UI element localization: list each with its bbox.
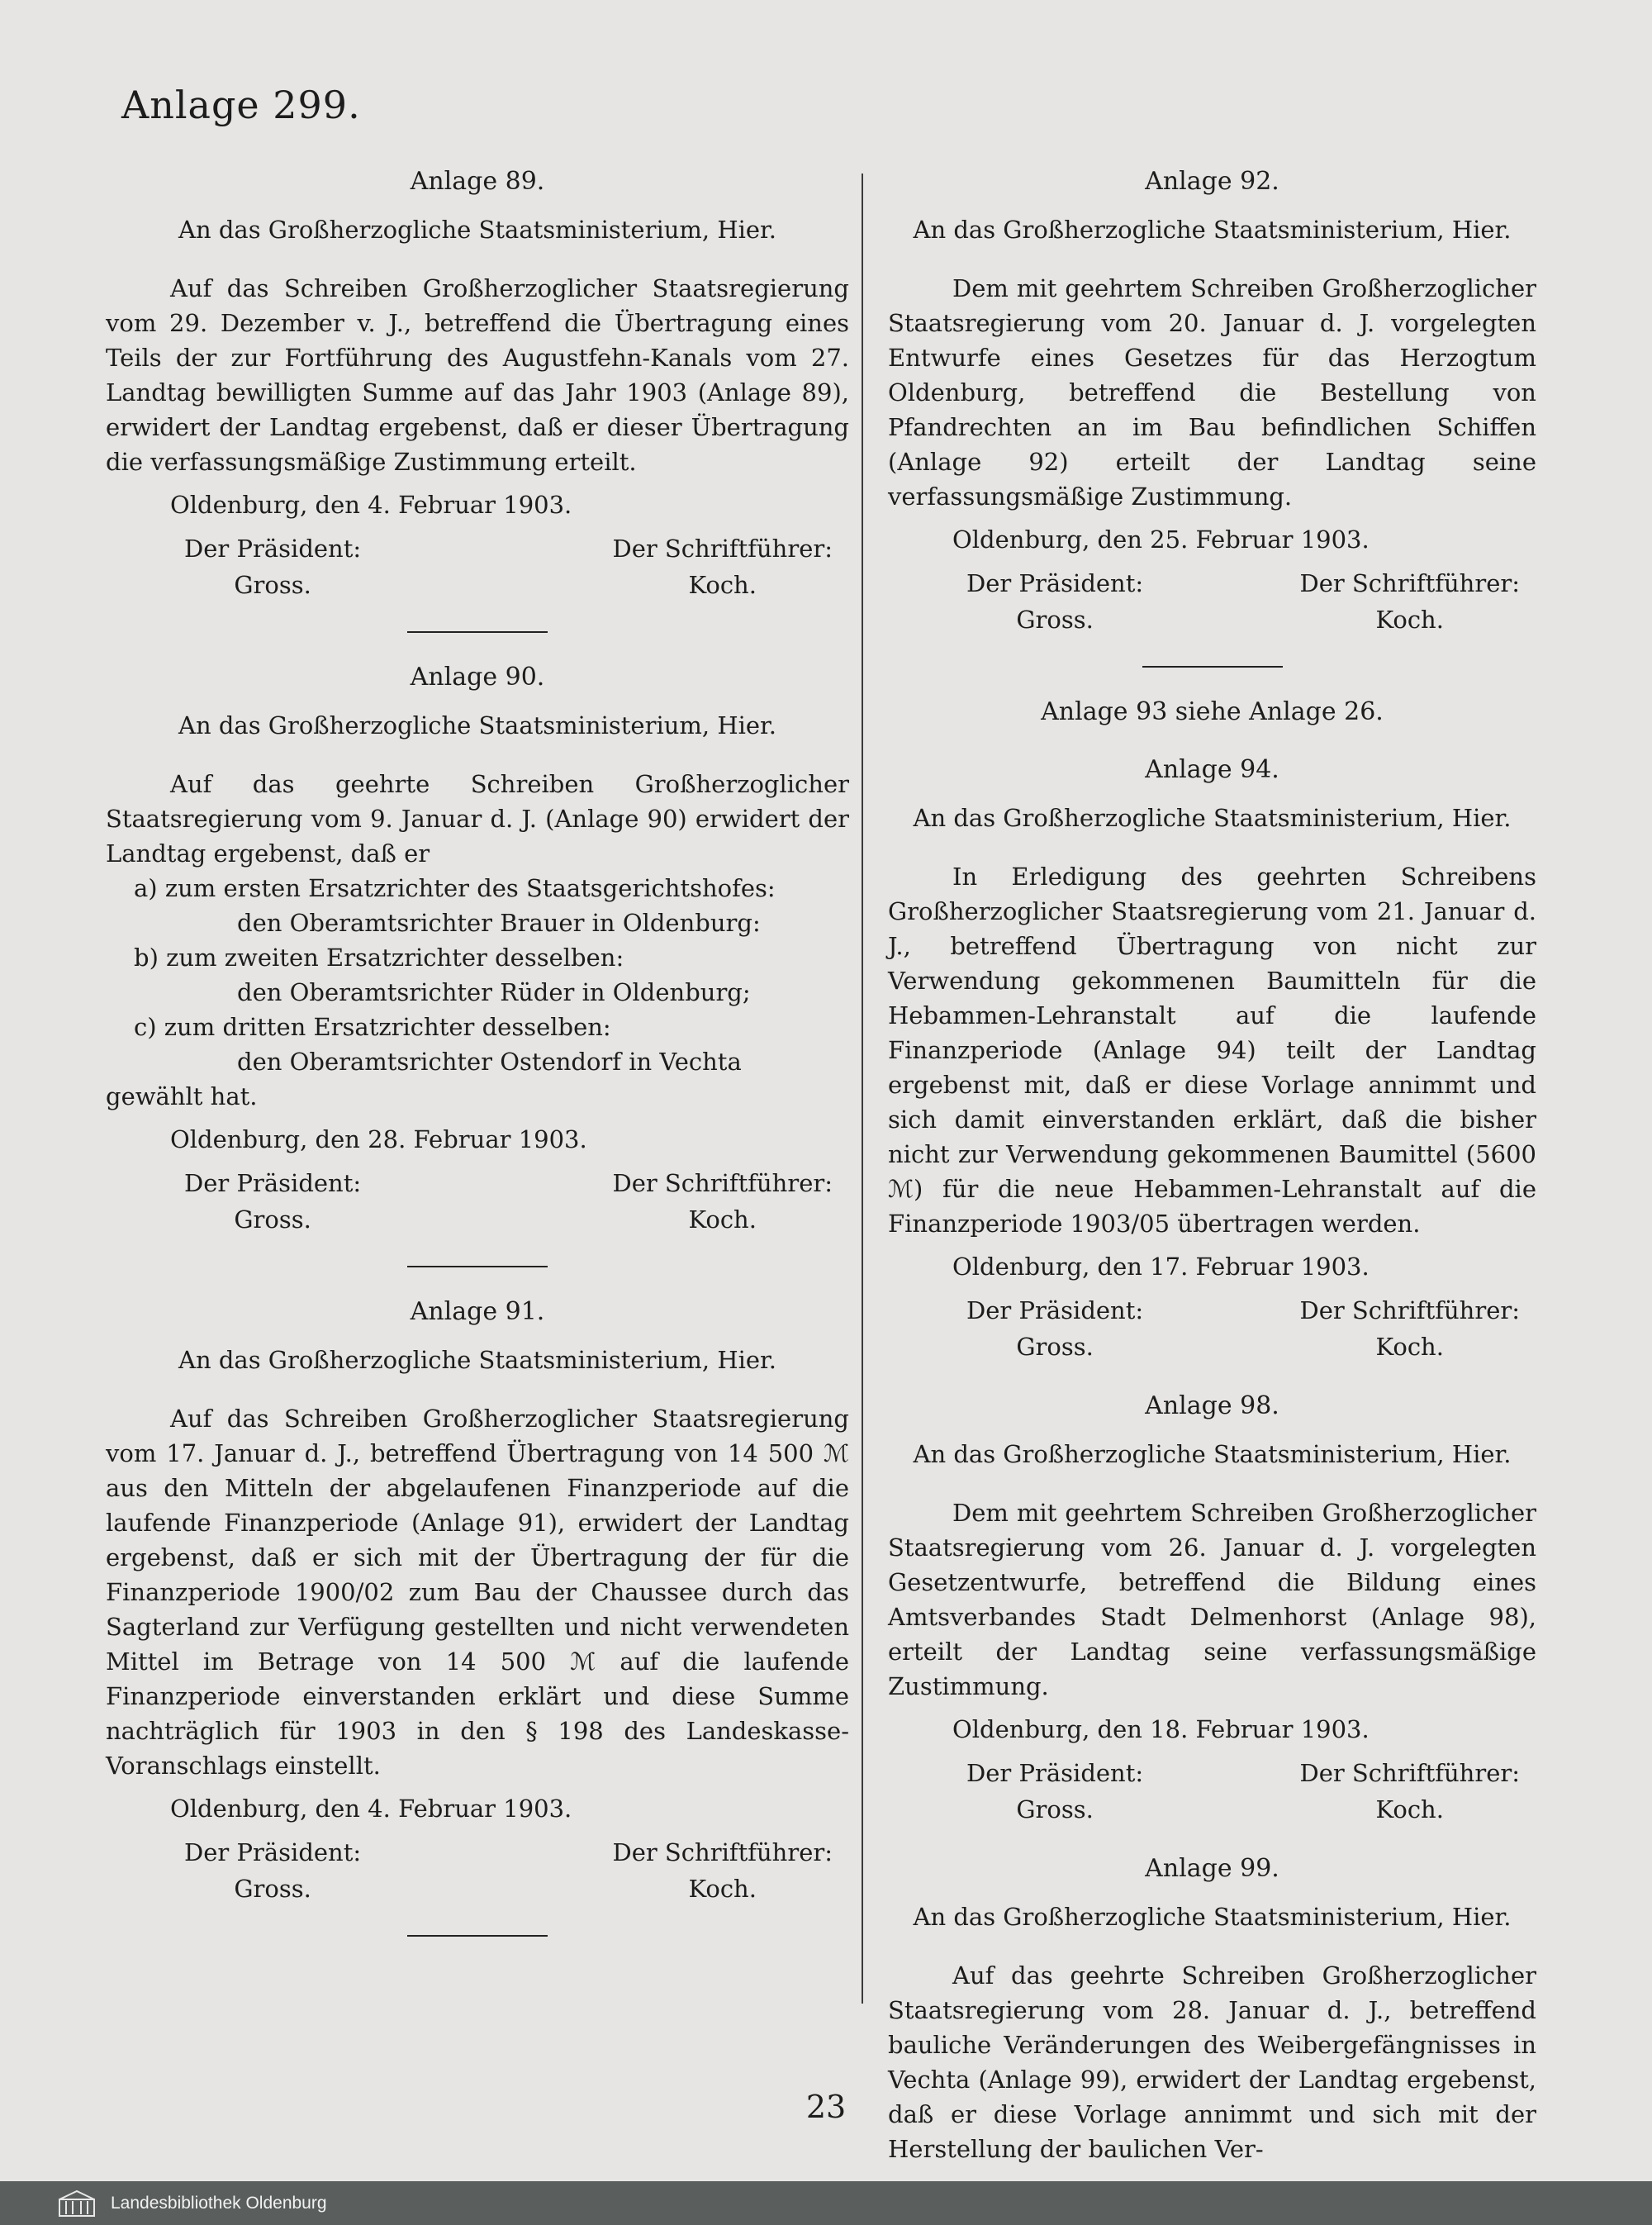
doc-addressee: An das Großherzogliche Staatsministerium, Hier. xyxy=(913,1440,1512,1468)
doc-date: Oldenburg, den 18. Februar 1903. xyxy=(952,1715,1370,1743)
president-signature xyxy=(966,1755,1143,1828)
separator-rule xyxy=(1142,666,1283,668)
secretary-signature xyxy=(612,1834,833,1907)
list-item xyxy=(106,871,849,940)
signature-block xyxy=(106,1165,849,1238)
president-name: Gross. xyxy=(1016,1795,1094,1823)
president-title: Der Präsident: xyxy=(966,1759,1144,1787)
doc-body: Auf das Schreiben Großherzoglicher Staatsregierung vom 17. Januar d. J., betreffend Übertragung von 14 500 ℳ aus den Mitteln der abgelaufenen Finanzperiode auf die laufende Finanzperiode (Anlage 91), erwidert der Landtag ergebenst, daß er sich mit der Übertragung der für die Finanzperiode 1900/02 zum Bau der Chaussee durch das Sagterland zur Verfügung gestellten und nicht verwendeten Mittel im Betrage von 14 500 ℳ auf die laufende Finanzperiode einverstanden erklärt und diese Summe nachträglich für 1903 in den § 198 des Landeskasse-Voranschlags einstellt. xyxy=(106,1405,849,1780)
election-list xyxy=(106,871,849,1079)
doc-addressee: An das Großherzogliche Staatsministerium, Hier. xyxy=(913,1903,1512,1931)
president-name: Gross. xyxy=(234,571,311,599)
document-anlage-89 xyxy=(106,165,849,603)
secretary-name: Koch. xyxy=(1375,606,1444,634)
president-signature xyxy=(184,1165,361,1238)
doc-body: Auf das geehrte Schreiben Großherzoglicher Staatsregierung vom 28. Januar d. J., betreffend bauliche Veränderungen des Weibergefängnisses in Vechta (Anlage 99), erwidert der Landtag ergebenst, daß er diese Vorlage annimmt und sich mit der Herstellung der baulichen Ver- xyxy=(888,1961,1536,2163)
column-divider xyxy=(862,174,863,2004)
right-column xyxy=(888,165,1536,2166)
secretary-title: Der Schriftführer: xyxy=(612,1838,833,1866)
doc-heading: Anlage 99. xyxy=(1145,1854,1279,1883)
library-building-icon xyxy=(58,2189,96,2218)
cross-reference: Anlage 93 siehe Anlage 26. xyxy=(1041,697,1384,726)
secretary-title: Der Schriftführer: xyxy=(1299,569,1520,597)
secretary-signature xyxy=(1299,1755,1520,1828)
secretary-signature xyxy=(612,1165,833,1238)
president-signature xyxy=(184,530,361,603)
doc-body: Dem mit geehrtem Schreiben Großherzoglicher Staatsregierung vom 20. Januar d. J. vorgelegten Entwurfe eines Gesetzes für das Herzogtum Oldenburg, betreffend die Bestellung von Pfandrechten an im Bau befindlichen Schiffen (Anlage 92) erteilt der Landtag seine verfassungsmäßige Zustimmung. xyxy=(888,274,1536,511)
doc-body: Dem mit geehrtem Schreiben Großherzoglicher Staatsregierung vom 26. Januar d. J. vorgelegten Gesetzentwurfe, betreffend die Bildung eines Amtsverbandes Stadt Delmenhorst (Anlage 98), erteilt der Landtag seine verfassungsmäßige Zustimmung. xyxy=(888,1499,1536,1700)
document-anlage-90 xyxy=(106,661,849,1238)
president-name: Gross. xyxy=(1016,606,1094,634)
doc-heading: Anlage 94. xyxy=(1145,755,1279,784)
list-item xyxy=(106,940,849,1010)
document-anlage-98 xyxy=(888,1390,1536,1828)
list-item-label: a) zum ersten Ersatzrichter des Staatsgerichtshofes: xyxy=(134,874,776,902)
president-title: Der Präsident: xyxy=(184,1838,362,1866)
list-item-label: b) zum zweiten Ersatzrichter desselben: xyxy=(134,944,624,972)
library-footer xyxy=(0,2181,1652,2225)
doc-heading: Anlage 98. xyxy=(1145,1391,1279,1420)
president-signature xyxy=(184,1834,361,1907)
secretary-title: Der Schriftführer: xyxy=(612,535,833,563)
president-title: Der Präsident: xyxy=(966,1296,1144,1324)
doc-body: In Erledigung des geehrten Schreibens Großherzoglicher Staatsregierung vom 21. Januar d. J., betreffend Übertragung von nicht zur Verwendung gekommenen Baumitteln für die Hebammen-Lehranstalt auf die laufende Finanzperiode (Anlage 94) teilt der Landtag ergebenst mit, daß er diese Vorlage annimmt und sich damit einverstanden erklärt, daß die bisher nicht zur Verwendung gekommenen Baumittel (5600 ℳ) für die neue Hebammen-Lehranstalt auf die Finanzperiode 1903/05 übertragen werden. xyxy=(888,863,1536,1238)
doc-addressee: An das Großherzogliche Staatsministerium, Hier. xyxy=(178,216,776,244)
secretary-name: Koch. xyxy=(1375,1795,1444,1823)
secretary-title: Der Schriftführer: xyxy=(1299,1296,1520,1324)
doc-body: Auf das Schreiben Großherzoglicher Staatsregierung vom 29. Dezember v. J., betreffend die Übertragung eines Teils der zur Fortführung des Augustfehn-Kanals vom 27. Landtag bewilligten Summe auf das Jahr 1903 (Anlage 89), erwidert der Landtag ergebenst, daß er dieser Übertragung die verfassungsmäßige Zustimmung erteilt. xyxy=(106,274,849,476)
signature-block xyxy=(888,1755,1536,1828)
doc-body: Auf das geehrte Schreiben Großherzoglicher Staatsregierung vom 9. Januar d. J. (Anlage 90) erwidert der Landtag ergebenst, daß er xyxy=(106,770,849,868)
document-anlage-94 xyxy=(888,754,1536,1365)
doc-heading: Anlage 91. xyxy=(410,1297,545,1326)
president-name: Gross. xyxy=(1016,1333,1094,1361)
list-item-name: den Oberamtsrichter Ostendorf in Vechta xyxy=(237,1048,742,1076)
secretary-title: Der Schriftführer: xyxy=(612,1169,833,1197)
doc-addressee: An das Großherzogliche Staatsministerium, Hier. xyxy=(178,711,776,739)
secretary-signature xyxy=(1299,565,1520,638)
doc-date: Oldenburg, den 25. Februar 1903. xyxy=(952,525,1370,554)
doc-addressee: An das Großherzogliche Staatsministerium, Hier. xyxy=(913,804,1512,832)
doc-addressee: An das Großherzogliche Staatsministerium, Hier. xyxy=(913,216,1512,244)
secretary-name: Koch. xyxy=(688,1875,757,1903)
secretary-title: Der Schriftführer: xyxy=(1299,1759,1520,1787)
page-number: 23 xyxy=(805,2089,847,2125)
doc-date: Oldenburg, den 4. Februar 1903. xyxy=(170,491,572,519)
page-header: Anlage 299. xyxy=(121,83,361,127)
doc-date: Oldenburg, den 4. Februar 1903. xyxy=(170,1795,572,1823)
secretary-signature xyxy=(612,530,833,603)
doc-tail: gewählt hat. xyxy=(106,1082,258,1110)
document-anlage-92 xyxy=(888,165,1536,638)
secretary-name: Koch. xyxy=(688,1205,757,1234)
doc-addressee: An das Großherzogliche Staatsministerium, Hier. xyxy=(178,1346,776,1374)
separator-rule xyxy=(407,1935,548,1937)
list-item-name: den Oberamtsrichter Rüder in Oldenburg; xyxy=(237,978,751,1006)
president-name: Gross. xyxy=(234,1875,311,1903)
signature-block xyxy=(888,1292,1536,1365)
secretary-name: Koch. xyxy=(688,571,757,599)
president-title: Der Präsident: xyxy=(184,1169,362,1197)
signature-block xyxy=(106,1834,849,1907)
president-title: Der Präsident: xyxy=(184,535,362,563)
list-item-label: c) zum dritten Ersatzrichter desselben: xyxy=(134,1013,611,1041)
list-item-name: den Oberamtsrichter Brauer in Oldenburg: xyxy=(237,909,761,937)
signature-block xyxy=(106,530,849,603)
doc-date: Oldenburg, den 17. Februar 1903. xyxy=(952,1253,1370,1281)
doc-date: Oldenburg, den 28. Februar 1903. xyxy=(170,1125,587,1153)
president-signature xyxy=(966,565,1143,638)
separator-rule xyxy=(407,631,548,633)
president-title: Der Präsident: xyxy=(966,569,1144,597)
library-name: Landesbibliothek Oldenburg xyxy=(111,2193,327,2213)
list-item xyxy=(106,1010,849,1079)
president-signature xyxy=(966,1292,1143,1365)
doc-heading: Anlage 90. xyxy=(410,663,545,692)
doc-heading: Anlage 92. xyxy=(1145,167,1279,196)
secretary-name: Koch. xyxy=(1375,1333,1444,1361)
document-anlage-91 xyxy=(106,1296,849,1907)
secretary-signature xyxy=(1299,1292,1520,1365)
left-column xyxy=(106,165,849,1965)
president-name: Gross. xyxy=(234,1205,311,1234)
doc-heading: Anlage 89. xyxy=(410,167,545,196)
separator-rule xyxy=(407,1266,548,1267)
signature-block xyxy=(888,565,1536,638)
